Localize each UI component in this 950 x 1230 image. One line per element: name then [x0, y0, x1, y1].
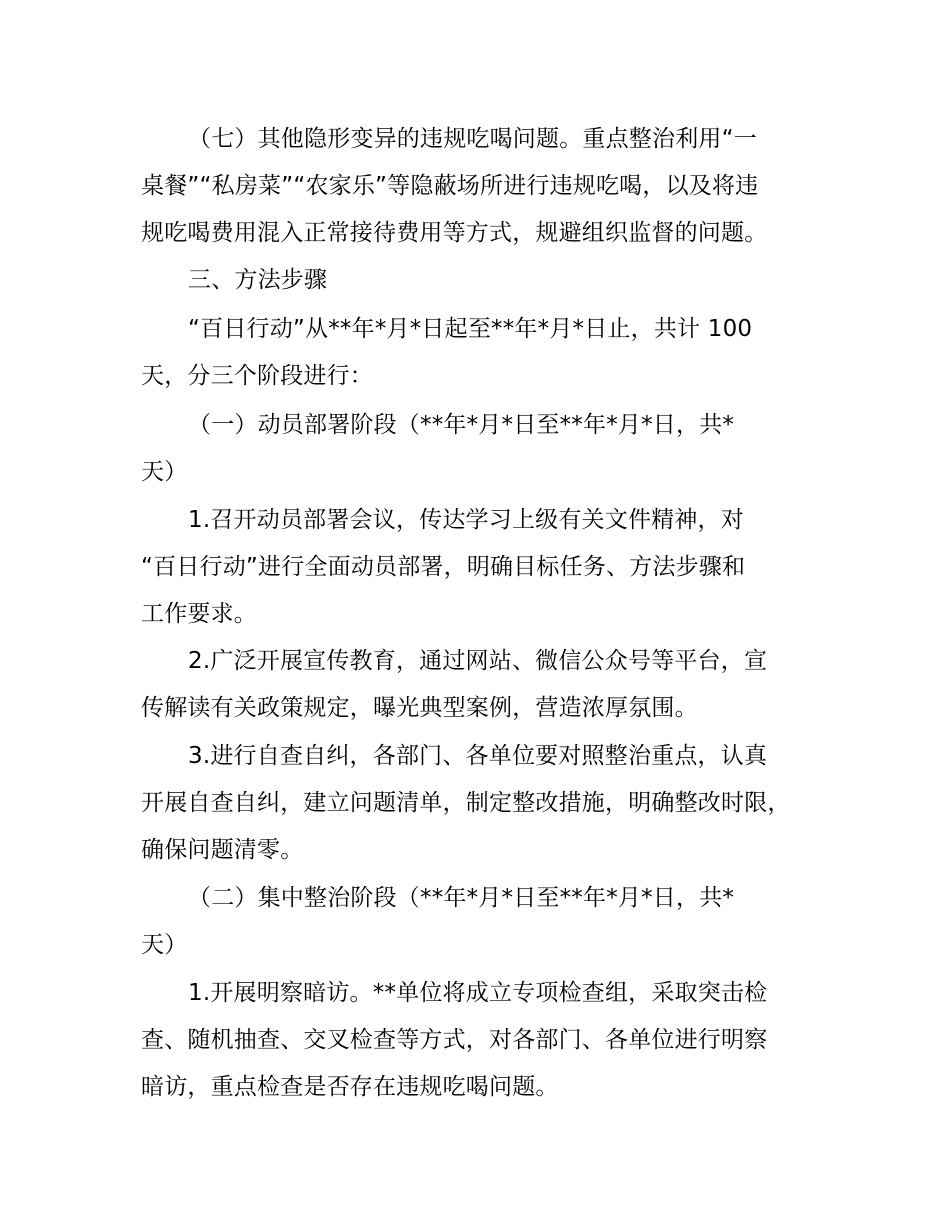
text-line: “百日行动”从**年*月*日起至**年*月*日止，共计 100 — [188, 316, 753, 342]
text-line: 天） — [141, 932, 188, 958]
text-line: 规吃喝费用混入正常接待费用等方式，规避组织监督的问题。 — [141, 220, 768, 246]
text-line: 1.开展明察暗访。**单位将成立专项检查组，采取突击检 — [188, 980, 768, 1006]
paragraph-item-7 — [141, 116, 841, 257]
subheading-stage-1 — [141, 402, 841, 496]
text-line: 3.进行自查自纠，各部门、各单位要对照整治重点，认真 — [188, 743, 768, 769]
text-line: 2.广泛开展宣传教育，通过网站、微信公众号等平台，宣 — [188, 648, 768, 674]
text-line: 开展自查自纠，建立问题清单，制定整改措施，明确整改时限， — [141, 790, 791, 816]
text-line: （七）其他隐形变异的违规吃喝问题。重点整治利用“一 — [188, 126, 757, 152]
text-line: 天） — [141, 459, 188, 485]
heading-text: 三、方法步骤 — [188, 267, 328, 293]
text-line: 天，分三个阶段进行： — [141, 363, 373, 389]
text-line: 传解读有关政策规定，曝光典型案例，营造浓厚氛围。 — [141, 695, 698, 721]
text-line: 确保问题清零。 — [141, 837, 304, 863]
text-line: （二）集中整治阶段（**年*月*日至**年*月*日，共* — [188, 885, 735, 911]
paragraph-stage-2-item-1 — [141, 970, 841, 1111]
text-line: 1.召开动员部署会议，传达学习上级有关文件精神，对 — [188, 507, 744, 533]
text-line: （一）动员部署阶段（**年*月*日至**年*月*日，共* — [188, 412, 735, 438]
text-line: 暗访，重点检查是否存在违规吃喝问题。 — [141, 1074, 559, 1100]
paragraph-stage-1-item-3 — [141, 733, 841, 874]
paragraph-stage-1-item-2 — [141, 638, 841, 732]
section-heading-methods — [141, 257, 841, 304]
text-line: 查、随机抽查、交叉检查等方式，对各部门、各单位进行明察 — [141, 1027, 768, 1053]
subheading-stage-2 — [141, 875, 841, 969]
text-line: 工作要求。 — [141, 601, 257, 627]
text-line: “百日行动”进行全面动员部署，明确目标任务、方法步骤和 — [141, 554, 746, 580]
paragraph-intro — [141, 306, 841, 400]
paragraph-stage-1-item-1 — [141, 497, 841, 638]
text-line: 桌餐”“私房菜”“农家乐”等隐蔽场所进行违规吃喝，以及将违 — [141, 173, 759, 199]
